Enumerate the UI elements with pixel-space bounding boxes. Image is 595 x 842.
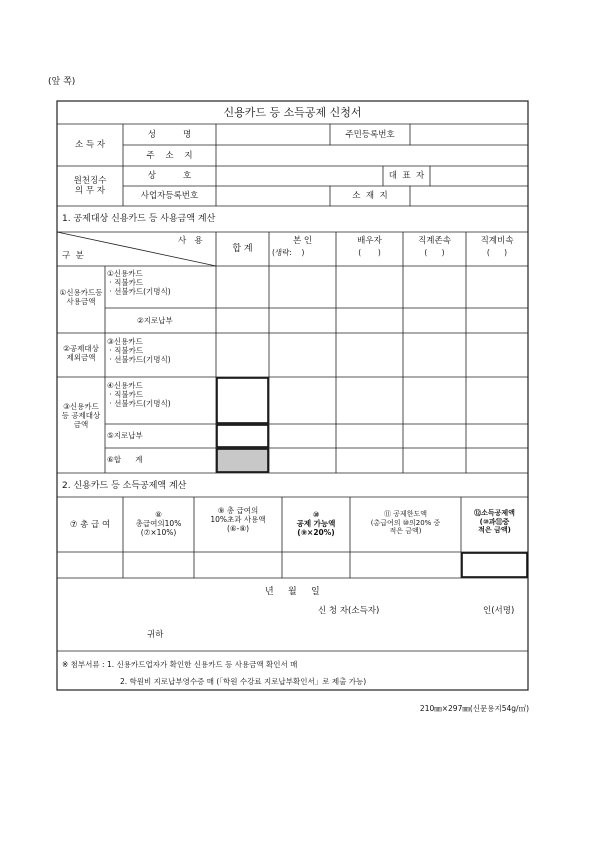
date-line: 년 월 일 — [265, 587, 320, 597]
col-ascendant: 직계존속 — [418, 236, 451, 246]
page-header: (앞 쪽) — [48, 77, 76, 87]
section1-title: 1. 공제대상 신용카드 등 사용금액 계산 — [62, 214, 216, 224]
col-self-sub: (생략: ) — [272, 248, 305, 257]
col-descendant-sub: ( ) — [486, 248, 508, 257]
address-label: 주 소 지 — [146, 151, 193, 161]
header-corner-bottom: 구 분 — [62, 251, 84, 261]
bizno-label: 사업자등록번호 — [140, 191, 199, 201]
group1-label: ①신용카드등 사용금액 — [59, 288, 103, 306]
col-spouse: 배우자 — [357, 236, 382, 246]
col10-header: ⑩ 공제 가능액 (⑨×20%) — [296, 510, 336, 537]
col-spouse-sub: ( ) — [358, 248, 381, 257]
col-total: 합 계 — [232, 244, 253, 254]
income-earner-label: 소 득 자 — [74, 140, 106, 150]
representative-label: 대 표 자 — [388, 171, 425, 181]
name-field[interactable] — [217, 125, 329, 144]
total-salary-field[interactable] — [58, 553, 122, 577]
location-label: 소 재 지 — [352, 191, 388, 201]
row3-label: ③신용카드 · 직불카드 · 선불카드(기명식) — [107, 337, 171, 364]
col9-header: ⑨ 총 급여의 10%초과 사용액 (⑥-⑧) — [210, 506, 266, 533]
attachments-line1: ※ 첨부서류 : 1. 신용카드업자가 확인한 신용카드 등 사용금액 확인서 매 — [62, 660, 298, 669]
col8-header: ⑧ 총급여의10% (⑦×10%) — [135, 510, 182, 537]
recipient-label: 귀하 — [147, 630, 164, 640]
col11-header: ⑪ 공제한도액 (총급여의 ⑩의20% 중 적은 금액) — [370, 510, 441, 535]
applicant-label: 신 청 자(소득자) — [318, 606, 380, 616]
paper-spec: 210㎜×297㎜(신문용지54g/㎡) — [419, 704, 529, 713]
col12-header: ⑫소득공제액 (⑩과⑪중 적은 금액) — [474, 509, 515, 534]
form-title: 신용카드 등 소득공제 신청서 — [223, 106, 362, 119]
rrn-label: 주민등록번호 — [345, 130, 395, 140]
company-label: 상 호 — [147, 171, 192, 181]
attachments-line2: 2. 학원비 지로납부영수증 매 (「학원 수강료 지로납부확인서」로 제출 가능) — [120, 677, 367, 686]
col-descendant: 직계비속 — [480, 236, 514, 246]
header-corner-top: 사 용 — [178, 236, 203, 246]
col7-header: ⑦ 총 급 여 — [69, 520, 111, 530]
group3-label: ③신용카드 등 공제대상 금액 — [61, 402, 101, 429]
section2-title: 2. 신용카드 등 소득공제액 계산 — [62, 481, 187, 491]
rrn-field[interactable] — [411, 125, 527, 144]
representative-field[interactable] — [431, 167, 527, 185]
address-field[interactable] — [217, 146, 527, 165]
row1-label: ①신용카드 · 직불카드 · 선불카드(기명식) — [107, 269, 171, 296]
col-self: 본 인 — [292, 236, 313, 246]
location-field[interactable] — [411, 187, 527, 205]
company-field[interactable] — [217, 167, 382, 185]
signature-mark[interactable]: 인(서명) — [483, 606, 515, 616]
group2-label: ②공제대상 제외금액 — [63, 344, 99, 362]
name-label: 성 명 — [147, 130, 192, 140]
col-ascendant-sub: ( ) — [424, 248, 445, 257]
row2-label: ②지로납부 — [137, 316, 173, 325]
bizno-field[interactable] — [217, 187, 329, 205]
row6-label: ⑥합 계 — [107, 455, 143, 464]
withholding-agent-label: 원천징수 의 무 자 — [73, 176, 107, 196]
row4-label: ④신용카드 · 직불카드 · 선불카드(기명식) — [107, 381, 171, 408]
row5-label: ⑤지로납부 — [107, 431, 143, 440]
deduction-amount-field[interactable] — [462, 553, 527, 577]
